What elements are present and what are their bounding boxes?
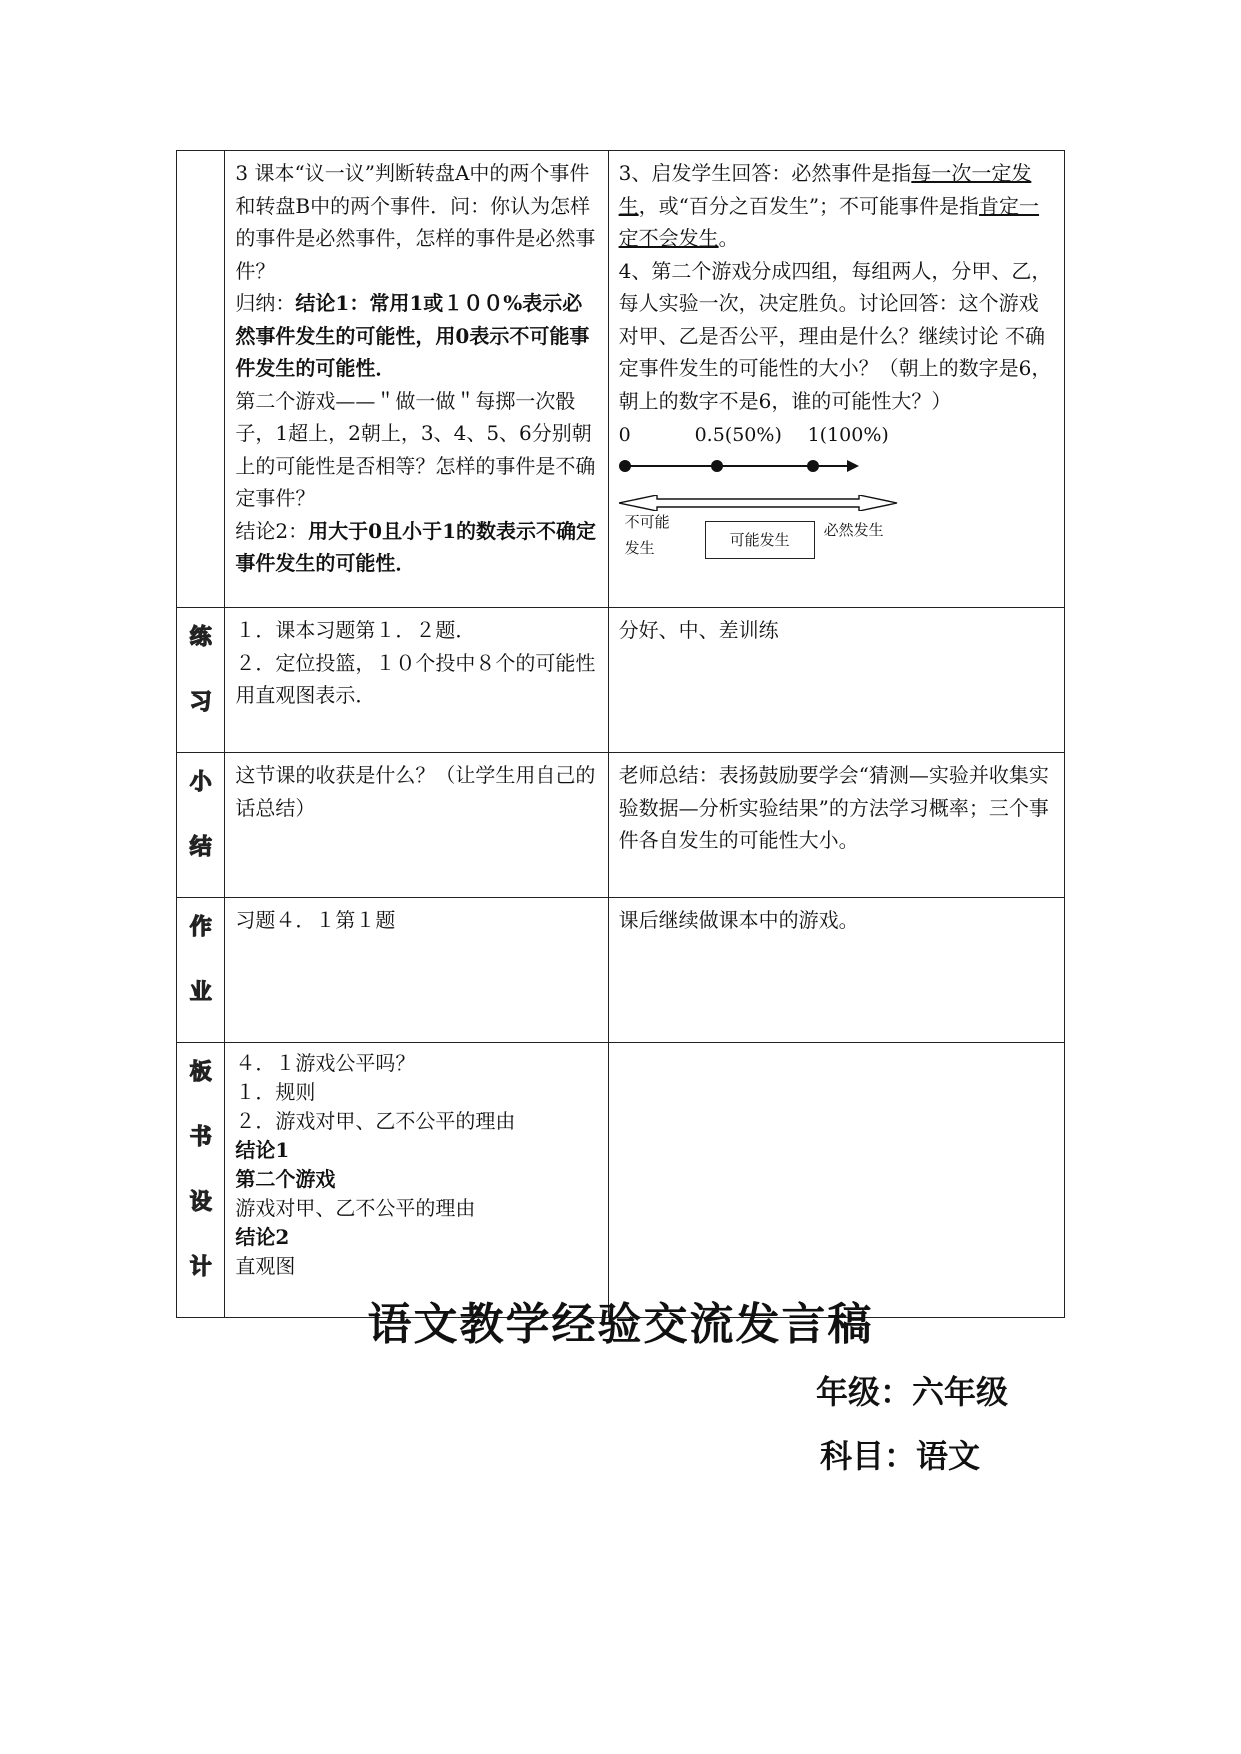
label-half: 0.5(50%) <box>694 424 782 446</box>
homework-left-cell: 习题４．１第１题 <box>225 898 608 1043</box>
summary-row <box>177 753 1065 898</box>
teacher-prompt-3: 3、启发学生回答：必然事件是指每一次一定发生，或“百分之百发生”；不可能事件是指肯定一定不会发生。 <box>618 161 1040 250</box>
board-line: 直观图 <box>235 1254 296 1278</box>
number-line-arrow <box>847 460 859 472</box>
board-line: 结论1 <box>235 1138 290 1162</box>
probability-number-line <box>619 419 919 569</box>
impossible-label-2: 发生 <box>624 539 655 557</box>
conclusion-1: 归纳：结论1：常用1或１００%表示必然事件发生的可能性，用0表示不可能事件发生的可能性． <box>235 291 590 380</box>
board-right-cell <box>608 1043 1064 1318</box>
grade-line: 年级：六年级 <box>816 1373 1009 1411</box>
board-line: ４．１游戏公平吗？ <box>235 1051 416 1075</box>
discussion-question: 3 课本“议一议”判断转盘A中的两个事件和转盘B中的两个事件．问：你认为怎样的事件是必然事件，怎样的事件是必然事件？ <box>235 161 596 283</box>
label-zero: 0 <box>618 424 631 446</box>
point-one <box>807 460 819 472</box>
label-one: 1(100%) <box>807 424 889 446</box>
homework-side-label: 作 业 <box>177 898 225 1043</box>
process-side-cell <box>177 151 225 608</box>
board-line: ２．游戏对甲、乙不公平的理由 <box>235 1109 516 1133</box>
homework-row <box>177 898 1065 1043</box>
board-line: 第二个游戏 <box>235 1167 336 1191</box>
practice-left-cell: １．课本习题第１．２题． ２．定位投篮，１０个投中８个的可能性用直观图表示． <box>225 608 608 753</box>
possible-box: 可能发生 <box>705 521 815 559</box>
certain-label: 必然发生 <box>823 521 884 539</box>
process-row <box>177 151 1065 608</box>
lesson-plan-table <box>176 150 1065 1318</box>
impossible-label-1: 不可能 <box>624 513 670 531</box>
board-design-row <box>177 1043 1065 1318</box>
process-student-cell <box>225 151 608 608</box>
practice-side-label: 练 习 <box>177 608 225 753</box>
game-2-text: 第二个游戏——＂做一做＂每掷一次骰子，1超上，2朝上，3、4、5、6分别朝上的可能性是否相等？怎样的事件是不确定事件？ <box>235 388 596 510</box>
double-arrow-icon <box>619 495 899 511</box>
summary-left-cell: 这节课的收获是什么？（让学生用自己的话总结） <box>225 753 608 898</box>
conclusion-2: 结论2：用大于0且小于1的数表示不确定事件发生的可能性． <box>235 518 596 575</box>
summary-side-label: 小 结 <box>177 753 225 898</box>
board-line: 结论2 <box>235 1225 290 1249</box>
point-zero <box>619 460 631 472</box>
teacher-prompt-4: 4、第二个游戏分成四组，每组两人，分甲、乙，每人实验一次，决定胜负。讨论回答：这个游戏对甲、乙是否公平，理由是什么？继续讨论 不确定事件发生的可能性的大小？（朝上的数字是6，朝上的数字不是6，谁的可能性大？） <box>618 258 1052 413</box>
practice-row <box>177 608 1065 753</box>
practice-right-cell: 分好、中、差训练 <box>608 608 1064 753</box>
document-title: 语文教学经验交流发言稿 <box>367 1299 874 1350</box>
process-teacher-cell <box>608 151 1064 608</box>
board-line: 游戏对甲、乙不公平的理由 <box>235 1196 476 1220</box>
point-half <box>711 460 723 472</box>
board-left-cell <box>225 1043 608 1318</box>
summary-right-cell: 老师总结：表扬鼓励要学会“猜测—实验并收集实验数据—分析实验结果”的方法学习概率；三个事件各自发生的可能性大小。 <box>608 753 1064 898</box>
board-line: １．规则 <box>235 1080 316 1104</box>
homework-right-cell: 课后继续做课本中的游戏。 <box>608 898 1064 1043</box>
board-side-label: 板 书 设 计 <box>177 1043 225 1318</box>
subject-line: 科目：语文 <box>820 1437 981 1475</box>
